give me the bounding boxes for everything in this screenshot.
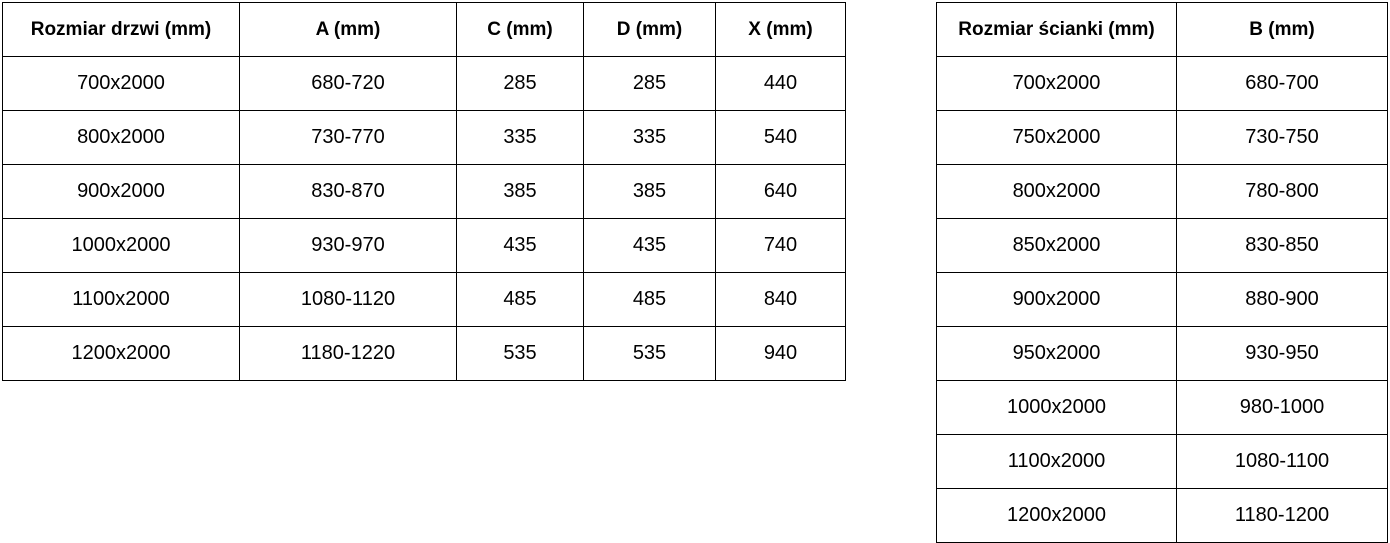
table-cell: 1100x2000 [937,435,1177,489]
table-cell: 335 [457,111,584,165]
table-cell: 780-800 [1177,165,1388,219]
table-cell: 830-870 [240,165,457,219]
table-cell: 285 [457,57,584,111]
table-row [3,327,846,381]
column-header-a: A (mm) [240,3,457,57]
table-cell: 800x2000 [937,165,1177,219]
table-cell: 1080-1100 [1177,435,1388,489]
table-row [937,165,1388,219]
table-cell: 740 [716,219,846,273]
table-cell: 950x2000 [937,327,1177,381]
table-cell: 1180-1220 [240,327,457,381]
table-row [937,111,1388,165]
table-cell: 980-1000 [1177,381,1388,435]
table-cell: 800x2000 [3,111,240,165]
table-row [937,57,1388,111]
table-row [3,111,846,165]
table-cell: 385 [584,165,716,219]
table-cell: 880-900 [1177,273,1388,327]
table-cell: 535 [457,327,584,381]
table-cell: 900x2000 [3,165,240,219]
table-row [3,165,846,219]
table-row [937,489,1388,543]
table-cell: 850x2000 [937,219,1177,273]
table-row [3,219,846,273]
table-cell: 1200x2000 [3,327,240,381]
table-cell: 335 [584,111,716,165]
table-row [937,435,1388,489]
table-cell: 700x2000 [3,57,240,111]
table-cell: 440 [716,57,846,111]
door-size-table [2,2,846,381]
table-cell: 700x2000 [937,57,1177,111]
table-cell: 900x2000 [937,273,1177,327]
table-header-row [3,3,846,57]
table-cell: 485 [457,273,584,327]
table-row [3,273,846,327]
table-cell: 1180-1200 [1177,489,1388,543]
table-cell: 1000x2000 [937,381,1177,435]
table-cell: 930-970 [240,219,457,273]
table-row [937,273,1388,327]
table-cell: 1000x2000 [3,219,240,273]
column-header-rozmiar-scianki: Rozmiar ścianki (mm) [937,3,1177,57]
column-header-rozmiar-drzwi: Rozmiar drzwi (mm) [3,3,240,57]
table-cell: 385 [457,165,584,219]
table-cell: 285 [584,57,716,111]
table-row [937,219,1388,273]
table-row [937,327,1388,381]
table-cell: 1080-1120 [240,273,457,327]
table-header-row [937,3,1388,57]
table-cell: 1200x2000 [937,489,1177,543]
table-cell: 640 [716,165,846,219]
table-cell: 930-950 [1177,327,1388,381]
table-cell: 435 [584,219,716,273]
wall-size-table [936,2,1388,543]
table-cell: 535 [584,327,716,381]
table-cell: 840 [716,273,846,327]
table-row [937,381,1388,435]
table-cell: 540 [716,111,846,165]
table-row [3,57,846,111]
table-cell: 830-850 [1177,219,1388,273]
table-cell: 940 [716,327,846,381]
table-cell: 680-700 [1177,57,1388,111]
column-header-c: C (mm) [457,3,584,57]
table-cell: 730-770 [240,111,457,165]
table-cell: 485 [584,273,716,327]
column-header-b: B (mm) [1177,3,1388,57]
column-header-x: X (mm) [716,3,846,57]
column-header-d: D (mm) [584,3,716,57]
table-cell: 435 [457,219,584,273]
table-cell: 680-720 [240,57,457,111]
table-cell: 750x2000 [937,111,1177,165]
table-cell: 1100x2000 [3,273,240,327]
table-cell: 730-750 [1177,111,1388,165]
